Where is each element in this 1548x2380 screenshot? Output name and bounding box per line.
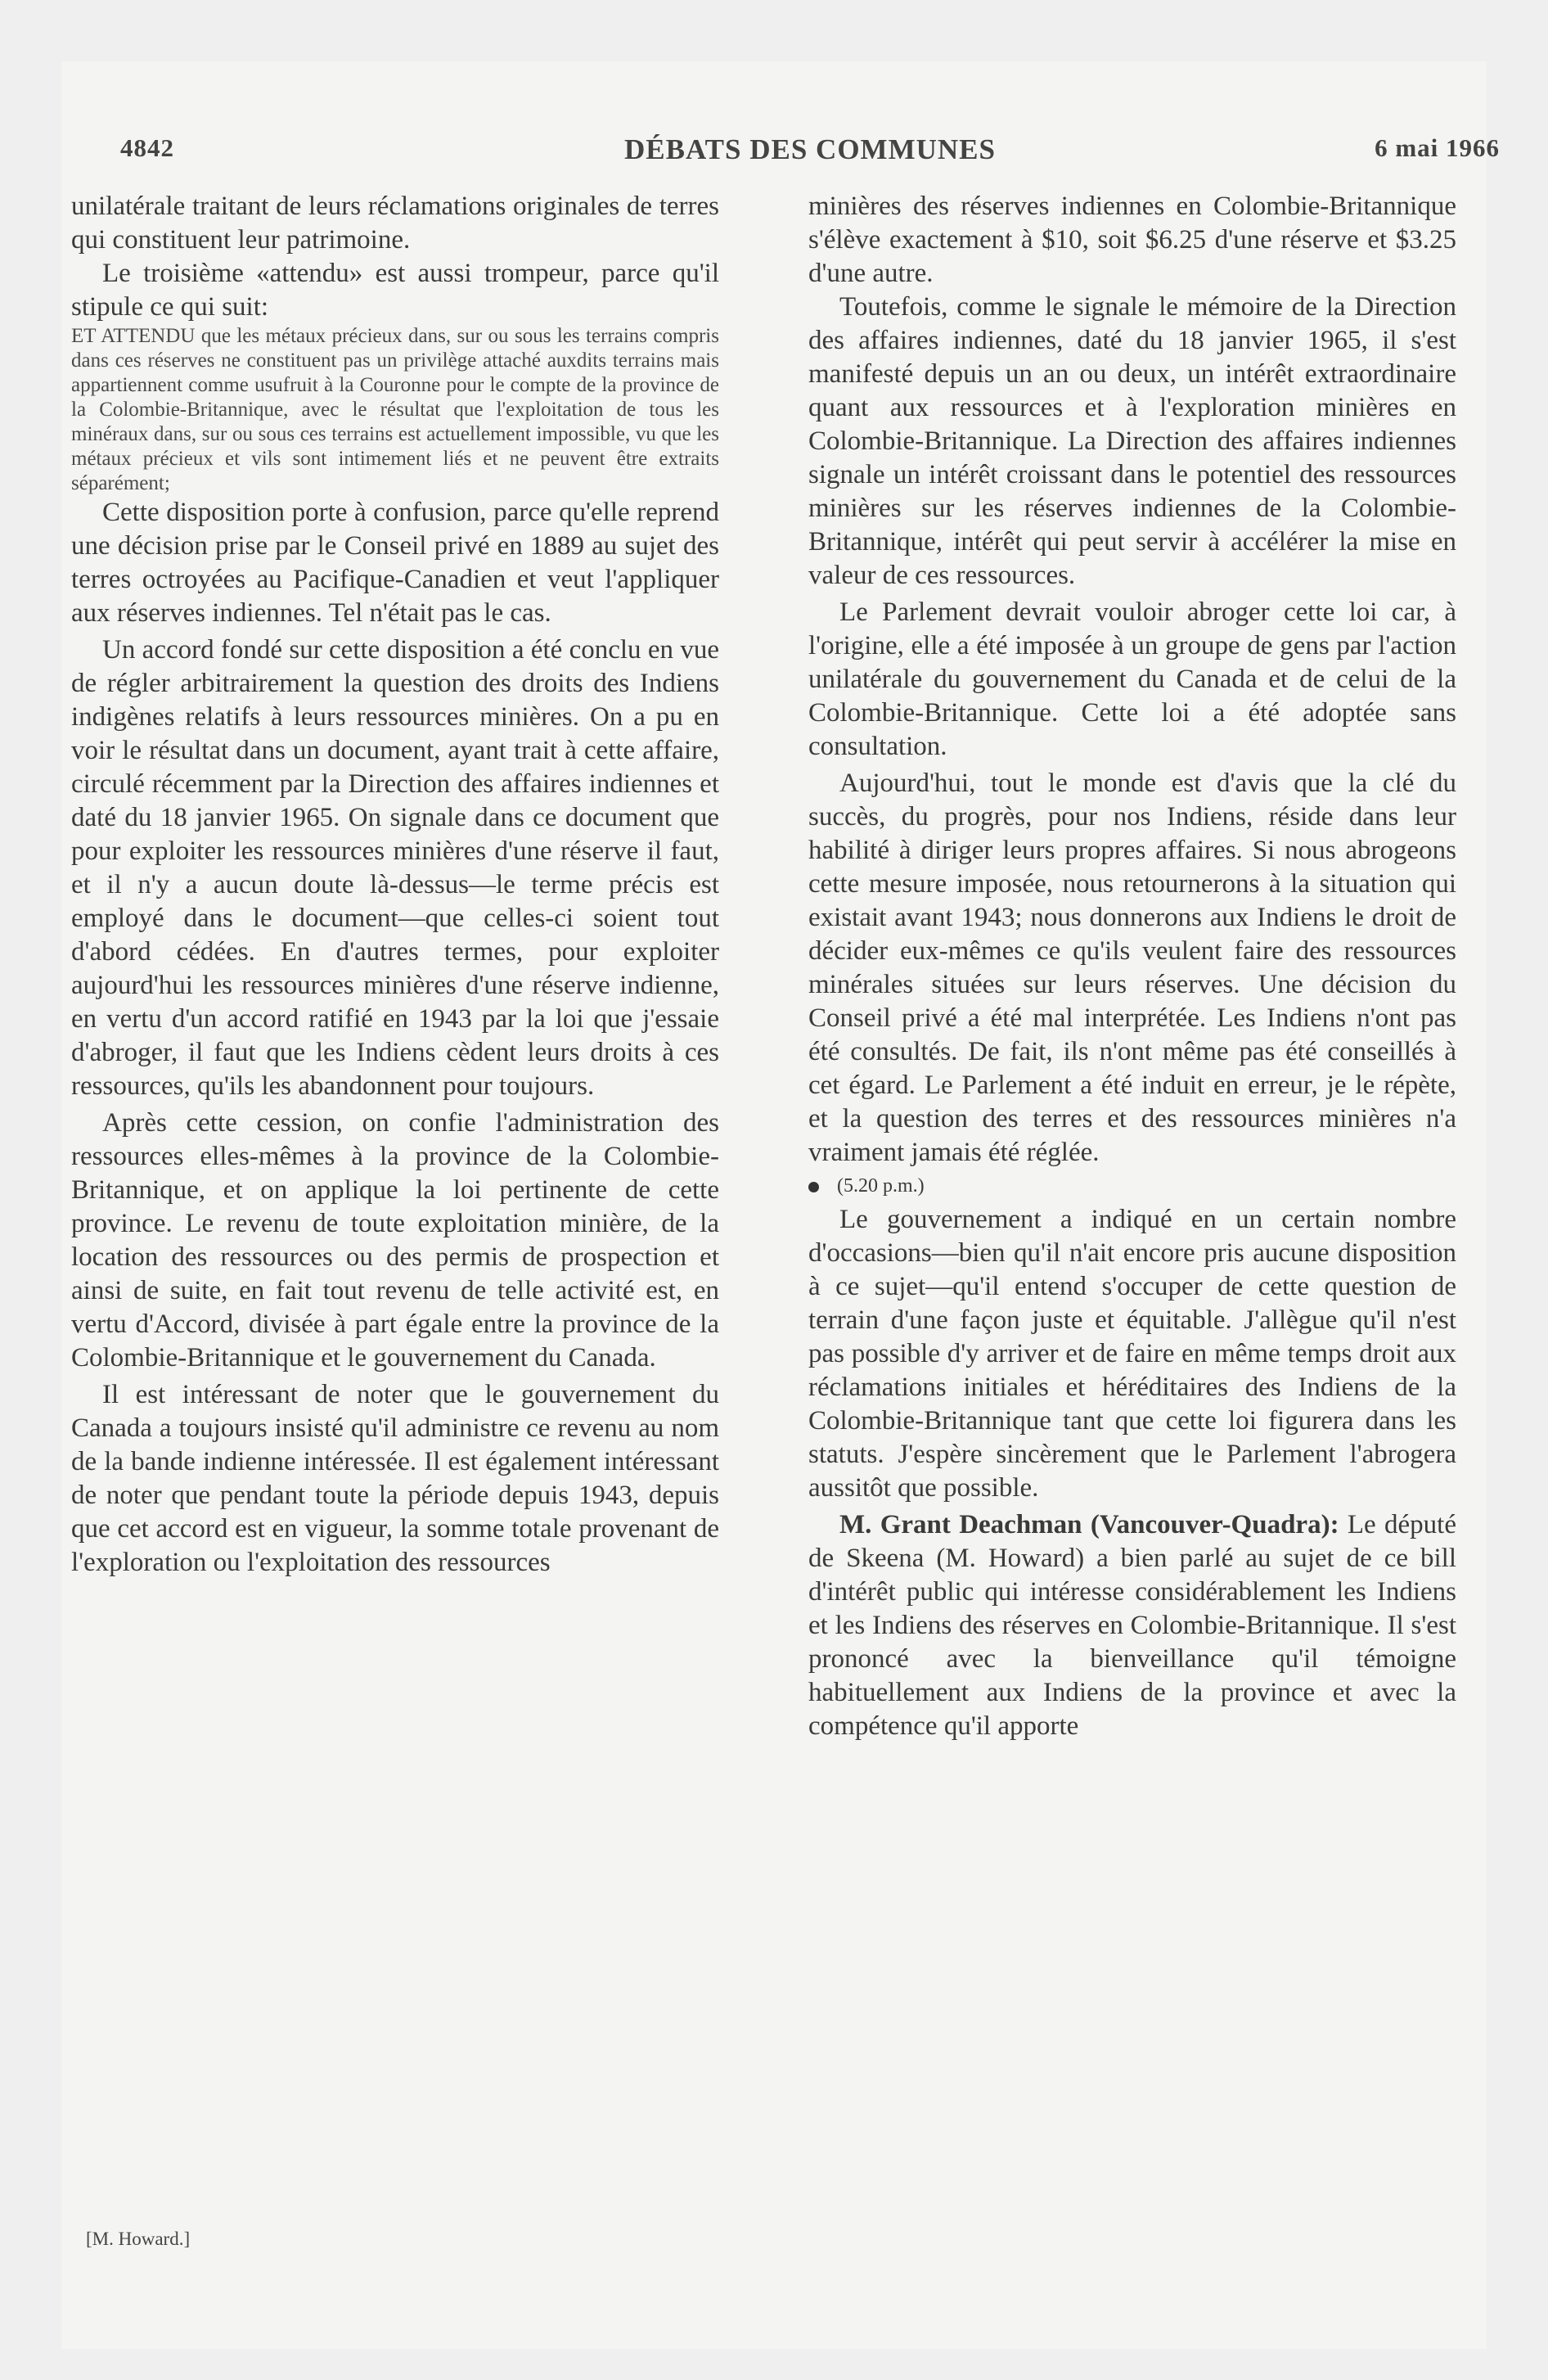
left-column — [71, 190, 719, 1580]
paragraph: Il est intéressant de noter que le gouvernement du Canada a toujours insisté qu'il administre ce revenu au nom de la bande indienne intéressée. Il est également intéressant de noter que pendant toute la période depuis 1943, depuis que cet accord est en vigueur, la somme totale provenant de l'exploration ou l'exploitation des ressources — [71, 1380, 719, 1577]
paragraph: minières des réserves indiennes en Colombie-Britannique s'élève exactement à $10, soit $6.25 d'une réserve et $3.25 d'une autre. — [808, 192, 1456, 288]
paragraph: Cette disposition porte à confusion, parce qu'elle reprend une décision prise par le Conseil privé en 1889 au sujet des terres octroyées au Pacifique-Canadien et veut l'appliquer aux réserves indiennes. Tel n'était pas le cas. — [71, 498, 719, 628]
paragraph: Toutefois, comme le signale le mémoire de la Direction des affaires indiennes, daté du 18 janvier 1965, il s'est manifesté depuis un an ou deux, un intérêt extraordinaire quant aux ressources et à l'exploration minières en Colombie-Britannique. La Direction des affaires indiennes signale un intérêt croissant dans le potentiel des ressources minières sur les réserves indiennes de la Colombie-Britannique, intérêt qui peut servir à accélérer la mise en valeur de ces ressources. — [808, 292, 1456, 590]
bullet-icon — [808, 1182, 819, 1192]
paragraph: Le gouvernement a indiqué en un certain nombre d'occasions—bien qu'il n'ait encore pris aucune disposition à ce sujet—qu'il entend s'occuper de cette question de terrain d'une façon juste et équitable. J'allègue qu'il n'est pas possible d'y arriver et de faire en même temps droit aux réclamations initiales et héréditaires des Indiens de la Colombie-Britannique tant que cette loi figurera dans les statuts. J'espère sincèrement que le Parlement l'abrogera aussitôt que possible. — [808, 1205, 1456, 1503]
page-number: 4842 — [120, 133, 174, 162]
page-header — [120, 133, 1500, 174]
running-title: DÉBATS DES COMMUNES — [624, 133, 996, 165]
paragraph: unilatérale traitant de leurs réclamations originales de terres qui constituent leur patrimoine. — [71, 192, 719, 255]
speaker-signature: [M. Howard.] — [86, 2229, 191, 2249]
paragraph: Le Parlement devrait vouloir abroger cette loi car, à l'origine, elle a été imposée à un groupe de gens par l'action unilatérale du gouvernement du Canada et de celui de la Colombie-Britannique. Cette loi a été adoptée sans consultation. — [808, 597, 1456, 761]
speaker-text: Le député de Skeena (M. Howard) a bien parlé au sujet de ce bill d'intérêt public qui intéresse considérablement les Indiens et les Indiens des réserves en Colombie-Britannique. Il s'est prononcé avec la bienveillance qu'il témoigne habituellement aux Indiens de la province et avec la compétence qu'il apporte — [808, 1510, 1456, 1741]
speaker-name: M. Grant Deachman (Vancouver-Quadra): — [839, 1510, 1339, 1539]
paragraph: Le troisième «attendu» est aussi trompeur, parce qu'il stipule ce qui suit: — [71, 259, 719, 322]
block-quote: ET ATTENDU que les métaux précieux dans, sur ou sous les terrains compris dans ces réserves ne constituent pas un privilège attaché auxdits terrains mais appartiennent comme usufruit à la Couronne pour le compte de la province de la Colombie-Britannique, avec le résultat que l'exploitation de tous les minéraux dans, sur ou sous ces terrains est actuellement impossible, vu que les métaux précieux et vils sont intimement liés et ne peuvent être extraits séparément; — [71, 325, 719, 494]
time-stamp: (5.20 p.m.) — [837, 1175, 925, 1197]
header-date: 6 mai 1966 — [1375, 133, 1500, 162]
paragraph: Un accord fondé sur cette disposition a été conclu en vue de régler arbitrairement la question des droits des Indiens indigènes relatifs à leurs ressources minières. On a pu en voir le résultat dans un document, ayant trait à cette affaire, circulé récemment par la Direction des affaires indiennes et daté du 18 janvier 1965. On signale dans ce document que pour exploiter les ressources minières d'une réserve il faut, et il n'y a aucun doute là-dessus—le terme précis est employé dans le document—que celles-ci soient tout d'abord cédées. En d'autres termes, pour exploiter aujourd'hui les ressources minières d'une réserve indienne, en vertu d'un accord ratifié en 1943 par la loi que j'essaie d'abroger, il faut que les Indiens cèdent leurs droits à ces ressources, qu'ils les abandonnent pour toujours. — [71, 635, 719, 1101]
paragraph: Aujourd'hui, tout le monde est d'avis que la clé du succès, du progrès, pour nos Indiens, réside dans leur habilité à diriger leurs propres affaires. Si nous abrogeons cette mesure imposée, nous retournerons à la situation qui existait avant 1943; nous donnerons aux Indiens le droit de décider eux-mêmes ce qu'ils veulent faire des ressources minérales situées sur leurs réserves. Une décision du Conseil privé a été mal interprétée. Les Indiens n'ont pas été consultés. De fait, ils n'ont même pas été conseillés à cet égard. Le Parlement a été induit en erreur, je le répète, et la question des terres et des ressources minières n'a vraiment jamais été réglée. — [808, 769, 1456, 1167]
paragraph: Après cette cession, on confie l'administration des ressources elles-mêmes à la province de la Colombie-Britannique, et on applique la loi pertinente de cette province. Le revenu de toute exploitation minière, de la location des ressources ou des permis de prospection et ainsi de suite, en fait tout revenu de telle activité est, en vertu d'Accord, divisée à part égale entre la province de la Colombie-Britannique et le gouvernement du Canada. — [71, 1108, 719, 1373]
speaker-paragraph — [808, 1508, 1456, 1743]
time-marker — [808, 1170, 1456, 1203]
right-column — [808, 190, 1456, 1743]
